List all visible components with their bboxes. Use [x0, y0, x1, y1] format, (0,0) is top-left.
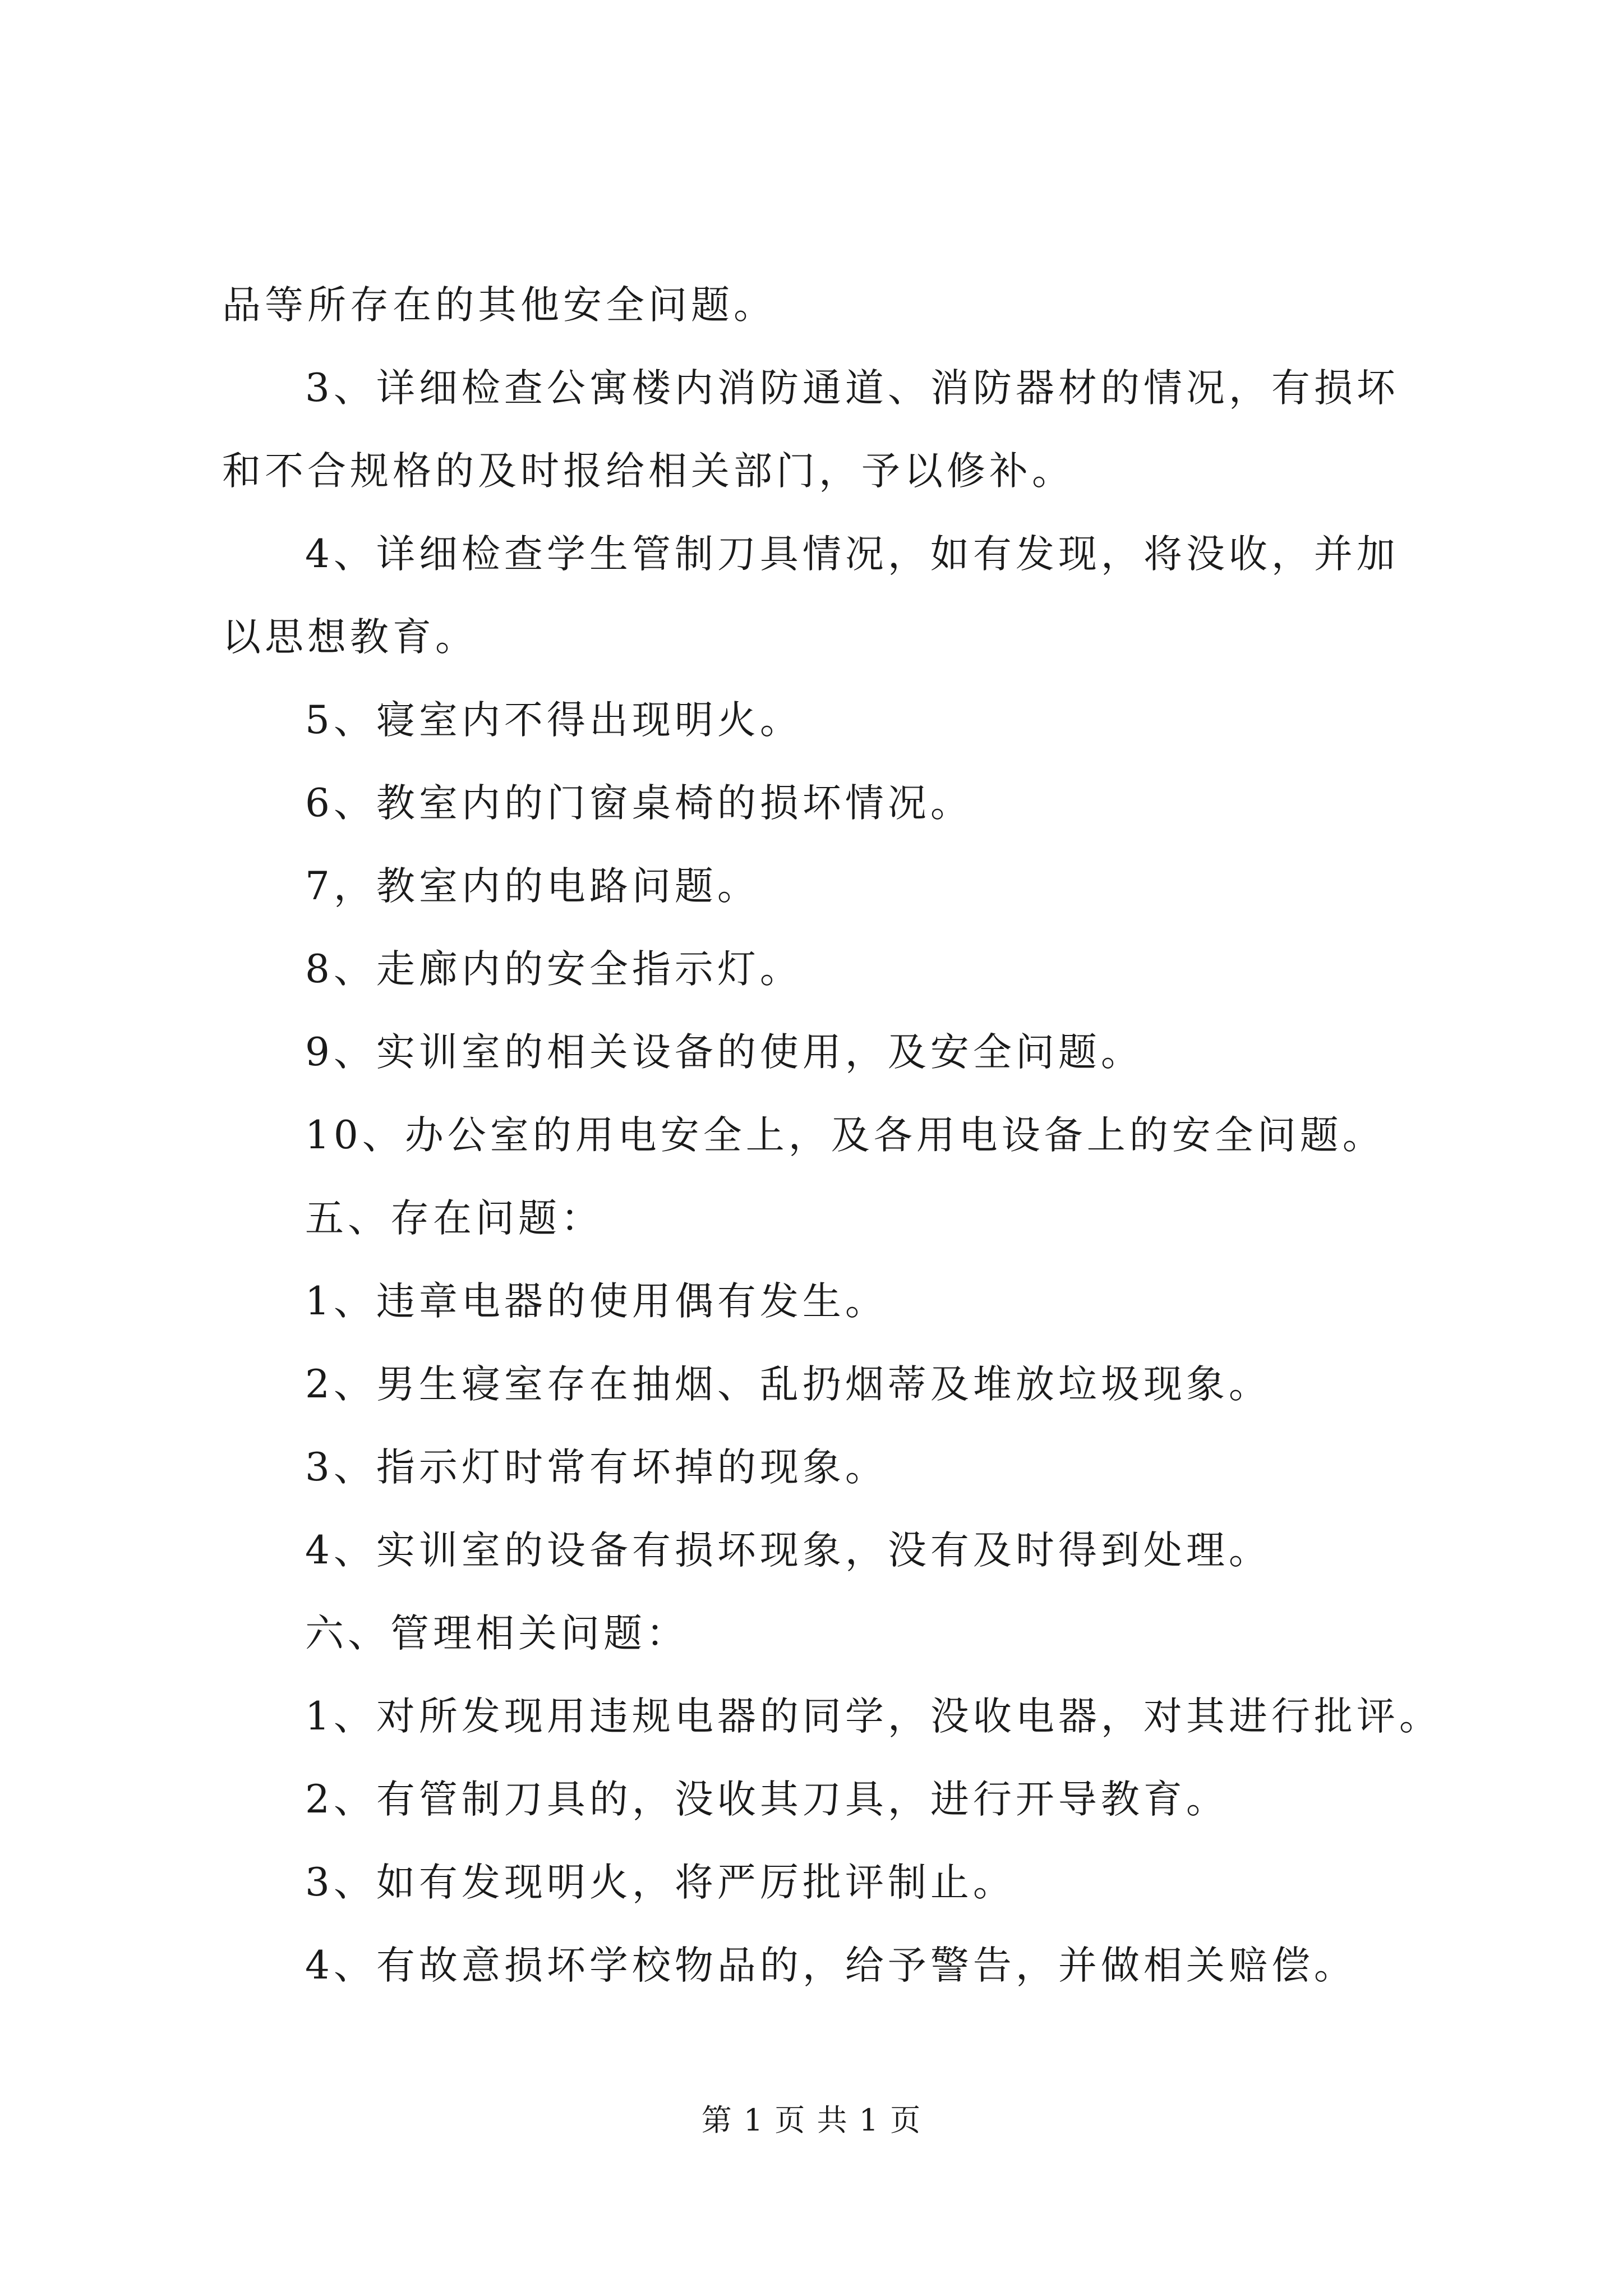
paragraph: 7，教室内的电路问题。 [305, 864, 760, 909]
document-body [222, 264, 1442, 2007]
paragraph: 5、寝室内不得出现明火。 [305, 698, 803, 743]
paragraph: 品等所存在的其他安全问题。 [222, 283, 776, 328]
paragraph: 4、有故意损坏学校物品的，给予警告，并做相关赔偿。 [305, 1943, 1357, 1988]
paragraph: 1、对所发现用违规电器的同学，没收电器，对其进行批评。 [305, 1694, 1442, 1739]
paragraph: 6、教室内的门窗桌椅的损坏情况。 [305, 781, 973, 826]
paragraph: 2、有管制刀具的，没收其刀具，进行开导教育。 [305, 1777, 1229, 1822]
paragraph: 4、实训室的设备有损坏现象，没有及时得到处理。 [305, 1528, 1271, 1573]
paragraph: 2、男生寝室存在抽烟、乱扔烟蒂及堆放垃圾现象。 [305, 1362, 1271, 1407]
paragraph: 9、实训室的相关设备的使用，及安全问题。 [305, 1030, 1144, 1075]
paragraph: 1、违章电器的使用偶有发生。 [305, 1279, 888, 1324]
paragraph: 8、走廊内的安全指示灯。 [305, 947, 803, 992]
page-footer: 第 1 页 共 1 页 [701, 2102, 922, 2138]
paragraph: 3、如有发现明火，将严厉批评制止。 [305, 1860, 1016, 1905]
paragraph: 10、办公室的用电安全上，及各用电设备上的安全问题。 [305, 1113, 1385, 1158]
paragraph: 3、指示灯时常有坏掉的现象。 [305, 1445, 888, 1490]
paragraph: 3、详细检查公寓楼内消防通道、消防器材的情况，有损坏和不合规格的及时报给相关部门，予以修补。 [222, 366, 1399, 494]
paragraph: 4、详细检查学生管制刀具情况，如有发现，将没收，并加以思想教育。 [222, 532, 1399, 660]
section-heading: 五、存在问题： [305, 1196, 603, 1241]
section-heading: 六、管理相关问题： [305, 1611, 689, 1656]
